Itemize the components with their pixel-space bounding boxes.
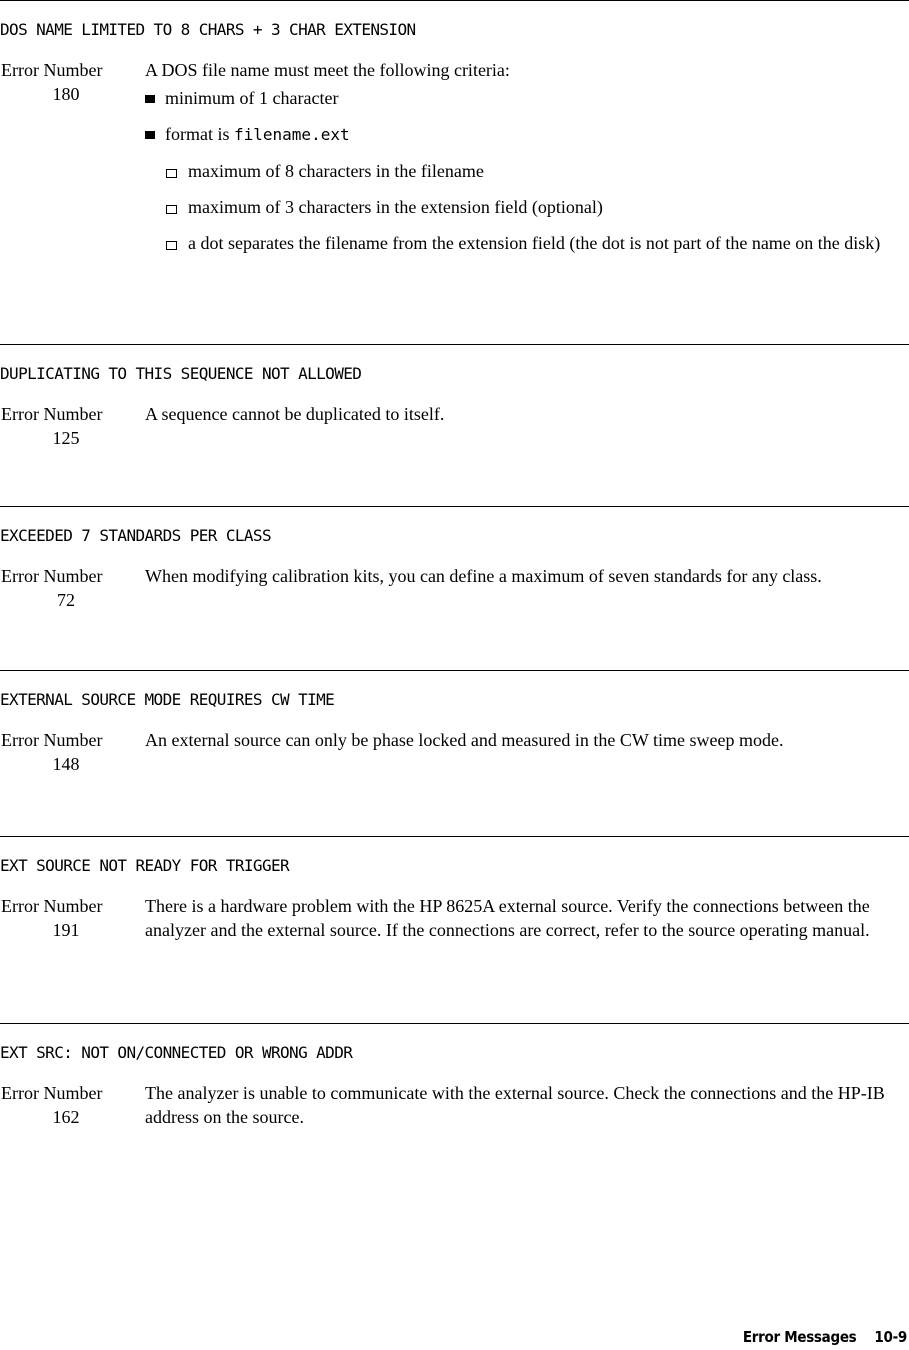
error-description: [145, 58, 909, 255]
error-entry-191: [0, 836, 909, 942]
error-body: [0, 402, 909, 448]
section-divider: [0, 836, 909, 837]
page-footer: [743, 1328, 907, 1346]
error-heading: EXT SRC: NOT ON/CONNECTED OR WRONG ADDR: [0, 1043, 353, 1062]
filled-square-bullet-icon: [145, 95, 155, 103]
error-number-value: 162: [52, 1107, 80, 1127]
section-divider: [0, 344, 909, 345]
error-number-value: 72: [57, 590, 75, 610]
bullet-text: minimum of 1 character: [165, 88, 339, 108]
error-number-caption: Error Number: [1, 404, 103, 424]
hollow-square-bullet-icon: [166, 241, 177, 250]
error-body: [0, 894, 909, 942]
error-number-value: 125: [52, 428, 80, 448]
error-heading: DOS NAME LIMITED TO 8 CHARS + 3 CHAR EXTENSION: [0, 20, 416, 39]
error-entry-125: [0, 344, 909, 448]
list-item: [145, 231, 909, 255]
error-entry-148: [0, 670, 909, 774]
error-number-label: [1, 1081, 133, 1129]
error-number-value: 191: [52, 920, 80, 940]
sub-bullet-text: maximum of 3 characters in the extension field (optional): [188, 197, 603, 217]
error-description: An external source can only be phase locked and measured in the CW time sweep mode.: [145, 730, 784, 750]
error-entry-180: [0, 0, 909, 255]
error-number-caption: Error Number: [1, 730, 103, 750]
code-filename-ext: filename.ext: [234, 125, 350, 144]
footer-page-number: 10-9: [874, 1328, 907, 1346]
section-divider: [0, 506, 909, 507]
criteria-intro: A DOS file name must meet the following criteria:: [145, 60, 510, 80]
error-number-label: [1, 564, 133, 612]
list-item: [145, 159, 909, 183]
error-number-label: [1, 728, 133, 776]
hollow-square-bullet-icon: [166, 169, 177, 178]
error-body: [0, 728, 909, 774]
error-body: [0, 58, 909, 255]
error-description: There is a hardware problem with the HP 8625A external source. Verify the connections between the analyzer and the external source. If the connections are correct, refer to the source operating manual.: [145, 896, 870, 940]
error-number-caption: Error Number: [1, 896, 103, 916]
error-number-label: [1, 402, 133, 450]
hollow-square-bullet-icon: [166, 205, 177, 214]
section-divider: [0, 1023, 909, 1024]
error-number-value: 180: [52, 84, 80, 104]
error-number-label: [1, 58, 133, 106]
footer-section-title: Error Messages: [742, 1328, 857, 1346]
error-entry-72: [0, 506, 909, 610]
sub-bullet-text: maximum of 8 characters in the filename: [188, 161, 484, 181]
error-description: When modifying calibration kits, you can define a maximum of seven standards for any class.: [145, 566, 822, 586]
filled-square-bullet-icon: [145, 131, 155, 139]
list-item: [145, 86, 909, 110]
error-description: The analyzer is unable to communicate with the external source. Check the connections and the HP-IB address on the source.: [145, 1083, 885, 1127]
error-number-caption: Error Number: [1, 566, 103, 586]
criteria-list: [145, 86, 909, 147]
error-number-caption: Error Number: [1, 1083, 103, 1103]
section-divider: [0, 670, 909, 671]
format-sublist: [145, 159, 909, 255]
error-heading: EXT SOURCE NOT READY FOR TRIGGER: [0, 856, 290, 875]
list-item: [145, 122, 909, 147]
error-heading: EXCEEDED 7 STANDARDS PER CLASS: [0, 526, 271, 545]
error-heading: DUPLICATING TO THIS SEQUENCE NOT ALLOWED: [0, 364, 362, 383]
error-heading: EXTERNAL SOURCE MODE REQUIRES CW TIME: [0, 690, 335, 709]
section-divider: [0, 0, 909, 1]
error-number-caption: Error Number: [1, 60, 103, 80]
error-number-label: [1, 894, 133, 942]
error-entry-162: [0, 1023, 909, 1129]
error-body: [0, 564, 909, 610]
list-item: [145, 195, 909, 219]
error-number-value: 148: [52, 754, 80, 774]
bullet-text-prefix: format is: [165, 124, 234, 144]
error-description: A sequence cannot be duplicated to itself.: [145, 404, 445, 424]
sub-bullet-text: a dot separates the filename from the extension field (the dot is not part of the name on the disk): [188, 233, 881, 253]
error-body: [0, 1081, 909, 1129]
